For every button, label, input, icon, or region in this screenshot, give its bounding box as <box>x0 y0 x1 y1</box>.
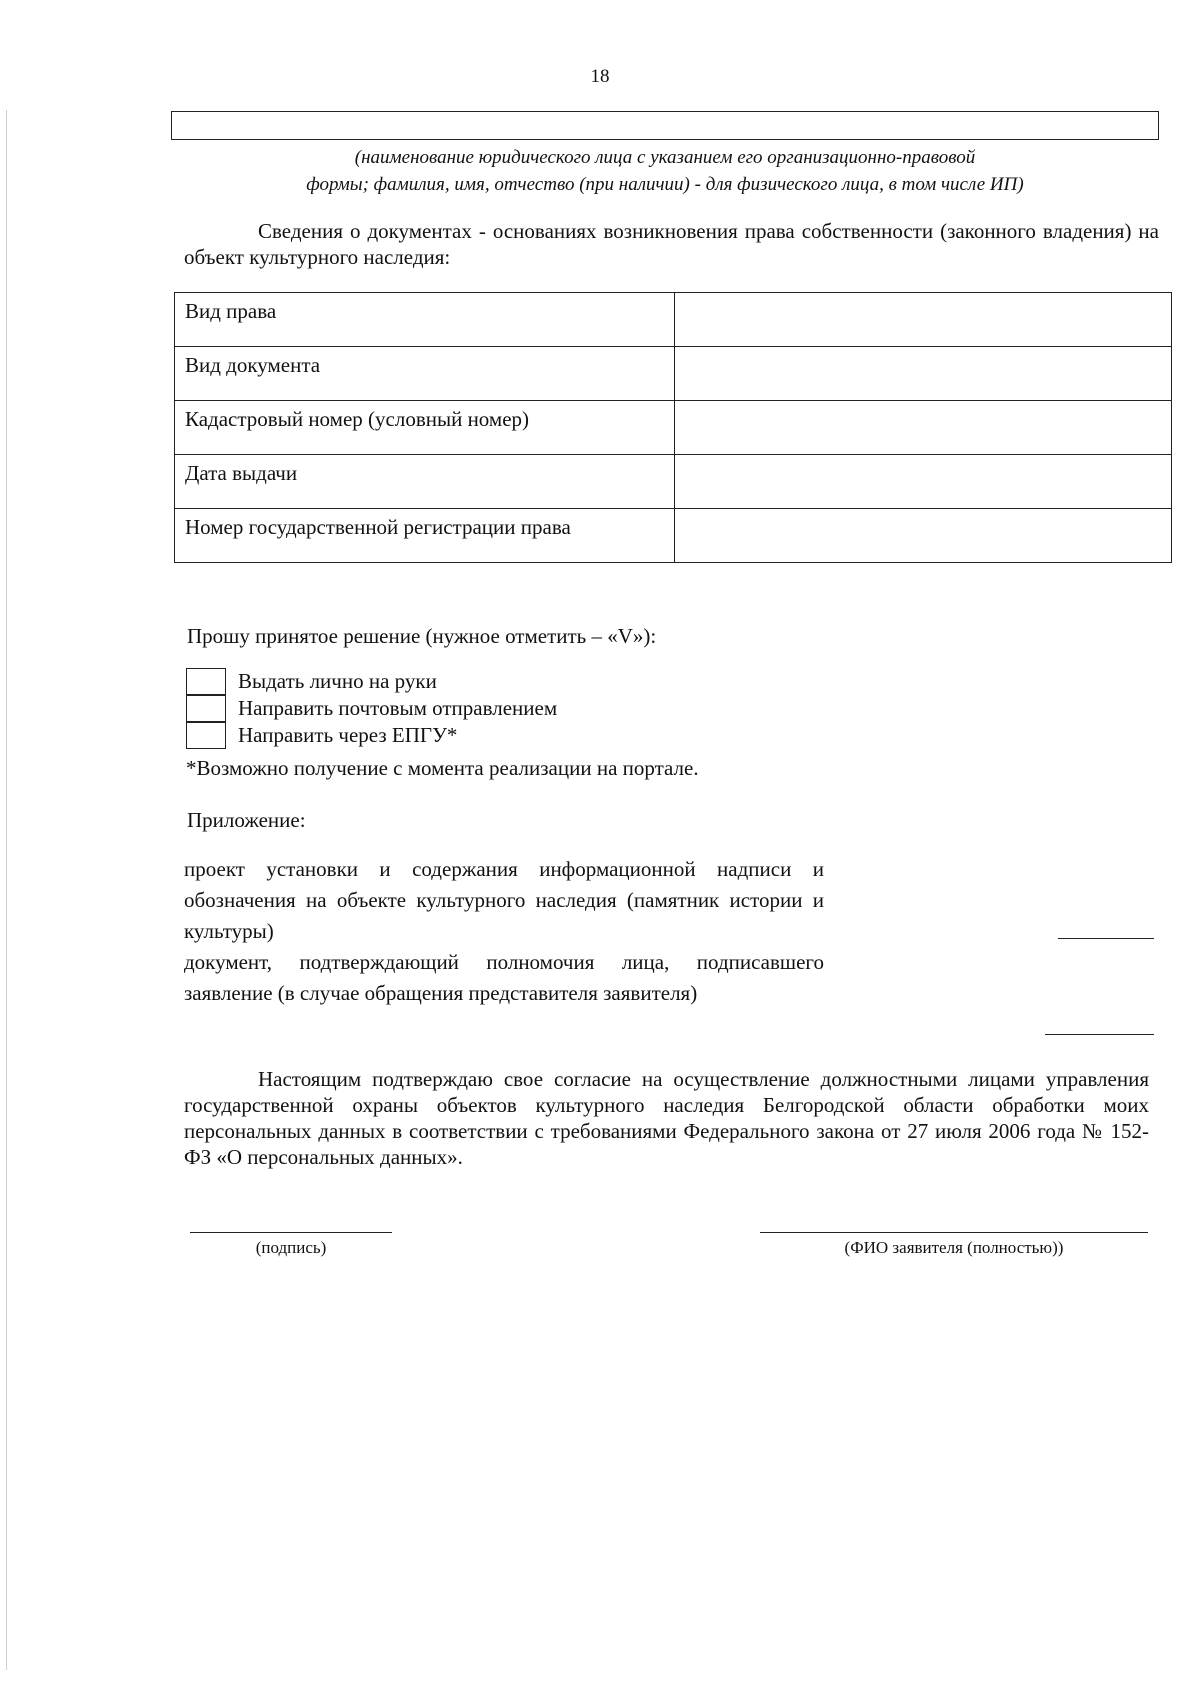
appendix-item: документ, подтверждающий полномочия лица, подписавшего заявление (в случае обращения представителя заявителя) <box>184 950 824 1005</box>
applicant-name-line[interactable] <box>760 1232 1148 1233</box>
caption-line-2: формы; фамилия, имя, отчество (при наличии) - для физического лица, в том числе ИП) <box>306 174 1024 195</box>
row-label: Дата выдачи <box>175 455 675 509</box>
in-person-checkbox[interactable] <box>186 668 226 695</box>
applicant-name-caption <box>171 144 1159 198</box>
row-value-field[interactable] <box>675 455 1172 509</box>
row-value-field[interactable] <box>675 509 1172 563</box>
row-value-field[interactable] <box>675 347 1172 401</box>
option-by-mail[interactable] <box>186 695 557 722</box>
table-row <box>175 401 1172 455</box>
table-row <box>175 293 1172 347</box>
row-label: Номер государственной регистрации права <box>175 509 675 563</box>
epgu-checkbox[interactable] <box>186 722 226 749</box>
option-in-person[interactable] <box>186 668 437 695</box>
appendix-item-1-blank[interactable] <box>1058 938 1154 939</box>
ownership-documents-table <box>174 292 1172 563</box>
scan-margin-line <box>6 110 7 1670</box>
signature-line[interactable] <box>190 1232 392 1233</box>
appendix-item: проект установки и содержания информационной надписи и обозначения на объекте культурного наследия (памятник истории и культуры) <box>184 857 824 943</box>
page-number: 18 <box>590 66 610 87</box>
documents-intro-paragraph: Сведения о документах - основаниях возникновения права собственности (законного владения) на объект культурного наследия: <box>184 219 1159 269</box>
option-label: Выдать лично на руки <box>238 669 437 693</box>
applicant-name-field[interactable] <box>171 111 1159 140</box>
applicant-name-line-caption: (ФИО заявителя (полностью)) <box>844 1238 1064 1257</box>
row-value-field[interactable] <box>675 401 1172 455</box>
option-epgu[interactable] <box>186 722 457 749</box>
option-label: Направить почтовым отправлением <box>238 696 558 720</box>
consent-paragraph: Настоящим подтверждаю свое согласие на осуществление должностными лицами управления государственной охраны объектов культурного наследия Белгородской области обработки моих персональных данных в соответствии с требованиями Федерального закона от 27 июля 2006 года № 152-ФЗ «О персональных данных». <box>184 1067 1149 1169</box>
table-row <box>175 509 1172 563</box>
option-label: Направить через ЕПГУ* <box>238 723 458 747</box>
row-label: Вид документа <box>175 347 675 401</box>
caption-line-1: (наименование юридического лица с указанием его организационно-правовой <box>354 147 976 168</box>
portal-footnote: *Возможно получение с момента реализации на портале. <box>186 756 699 780</box>
table-row <box>175 455 1172 509</box>
row-label: Вид права <box>175 293 675 347</box>
row-value-field[interactable] <box>675 293 1172 347</box>
signature-caption: (подпись) <box>255 1238 327 1257</box>
appendix-item-2-blank[interactable] <box>1045 1034 1154 1035</box>
table-row <box>175 347 1172 401</box>
by-mail-checkbox[interactable] <box>186 695 226 722</box>
decision-request-text: Прошу принятое решение (нужное отметить – «V»): <box>187 624 657 648</box>
row-label: Кадастровый номер (условный номер) <box>175 401 675 455</box>
appendix-title: Приложение: <box>187 808 306 832</box>
